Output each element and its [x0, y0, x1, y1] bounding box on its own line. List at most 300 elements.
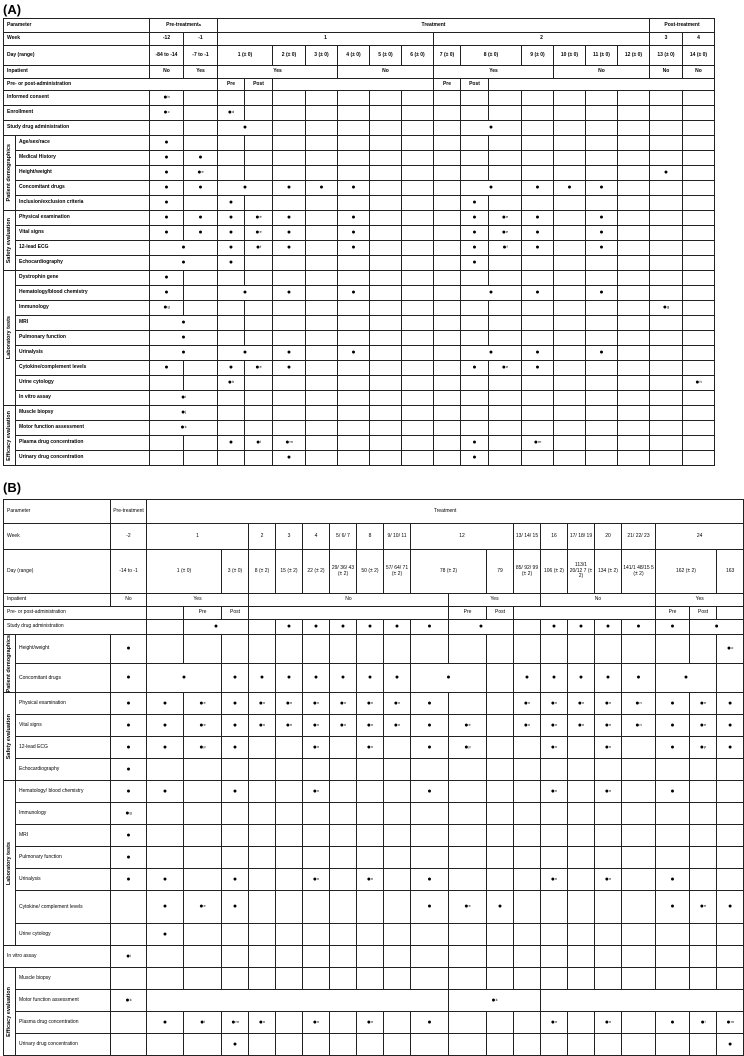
table-cell — [306, 301, 338, 316]
cell-text: No — [594, 596, 602, 603]
table-cell — [541, 803, 568, 825]
table-cell — [487, 946, 514, 968]
scheduled-mark: ● — [351, 183, 356, 191]
table-cell — [402, 391, 434, 406]
table-cell — [330, 803, 357, 825]
footnote-marker: n — [371, 875, 374, 881]
table-cell — [618, 256, 650, 271]
table-cell — [111, 869, 147, 891]
table-cell — [522, 241, 554, 256]
footnote-marker: l — [260, 438, 262, 444]
footnote-marker: n — [582, 721, 585, 727]
table-cell — [618, 46, 650, 66]
table-cell — [245, 166, 273, 181]
table-cell — [338, 226, 370, 241]
table-cell — [330, 847, 357, 869]
table-cell — [595, 550, 622, 594]
scheduled-mark: ● — [339, 721, 344, 729]
table-cell — [276, 803, 303, 825]
table-cell — [218, 286, 273, 301]
table-cell — [330, 759, 357, 781]
table-cell — [568, 737, 595, 759]
table-cell — [384, 825, 411, 847]
scheduled-mark: ● — [126, 699, 131, 707]
table-cell — [541, 825, 568, 847]
table-cell — [683, 66, 715, 79]
table-cell — [184, 136, 218, 151]
table-row — [4, 635, 744, 664]
table-cell — [184, 869, 222, 891]
table-cell — [245, 316, 273, 331]
table-cell — [449, 803, 487, 825]
cell-text: Pre — [198, 609, 207, 616]
scheduled-mark: ● — [472, 438, 477, 446]
cell-text: Physical examination — [19, 700, 66, 707]
scheduled-mark: ● — [228, 243, 234, 251]
table-cell — [384, 664, 411, 693]
table-cell — [554, 376, 586, 391]
table-cell — [554, 66, 650, 79]
table-cell — [449, 891, 487, 924]
cell-text: Motor function assessment — [19, 424, 85, 431]
table-cell — [306, 391, 338, 406]
table-cell — [357, 550, 384, 594]
table-cell — [147, 635, 184, 664]
table-cell — [487, 869, 514, 891]
scheduled-mark: ● — [199, 903, 204, 911]
table-cell — [16, 891, 111, 924]
table-cell — [370, 361, 402, 376]
scheduled-mark: ● — [164, 183, 169, 191]
table-cell — [568, 847, 595, 869]
table-cell — [434, 226, 461, 241]
scheduled-mark: ● — [700, 1018, 705, 1026]
table-cell — [245, 301, 273, 316]
footnote-marker: e — [506, 363, 509, 369]
table-cell — [522, 166, 554, 181]
table-cell — [111, 1034, 147, 1056]
table-cell — [384, 1034, 411, 1056]
table-cell — [222, 869, 249, 891]
table-cell — [586, 436, 618, 451]
table-cell — [150, 91, 184, 106]
table-cell — [434, 91, 461, 106]
table-cell — [514, 550, 541, 594]
table-cell — [303, 847, 330, 869]
table-cell — [595, 946, 622, 968]
table-cell — [618, 406, 650, 421]
cell-text: Pre- or post-administration — [7, 609, 66, 616]
table-cell — [650, 361, 683, 376]
table-cell — [306, 376, 338, 391]
table-cell — [568, 891, 595, 924]
cell-text: Inclusion/exclusion criteria — [19, 199, 84, 206]
table-cell — [568, 825, 595, 847]
table-cell — [4, 620, 147, 635]
scheduled-mark: ● — [550, 1018, 555, 1026]
cell-text: 3 — [287, 532, 291, 539]
table-row — [4, 19, 715, 33]
table-cell — [411, 869, 449, 891]
table-cell — [618, 166, 650, 181]
cell-text: Hematology/blood chemistry — [19, 289, 88, 296]
table-cell — [111, 924, 147, 946]
table-cell — [690, 620, 744, 635]
footnote-marker: n — [609, 787, 612, 793]
table-cell — [4, 524, 111, 550]
table-cell — [717, 550, 744, 594]
scheduled-mark: ● — [427, 721, 432, 729]
table-cell — [306, 121, 338, 136]
cell-text: Urinary drug concentration — [19, 454, 84, 461]
table-cell — [357, 1012, 384, 1034]
table-cell — [147, 550, 222, 594]
table-cell — [411, 620, 449, 635]
table-cell — [434, 211, 461, 226]
scheduled-mark: ● — [636, 674, 641, 682]
table-cell — [370, 376, 402, 391]
table-cell — [273, 421, 306, 436]
table-cell — [16, 286, 150, 301]
table-cell — [449, 607, 487, 620]
table-cell — [303, 620, 330, 635]
scheduled-mark: ● — [285, 438, 290, 446]
table-cell — [370, 91, 402, 106]
table-cell — [338, 106, 370, 121]
category-label — [4, 781, 16, 946]
scheduled-mark: ● — [232, 721, 238, 729]
table-cell — [16, 406, 150, 421]
scheduled-mark: ● — [340, 622, 346, 630]
table-cell — [554, 166, 586, 181]
table-cell — [402, 106, 434, 121]
table-cell — [357, 968, 384, 990]
category-label — [4, 136, 16, 211]
table-cell — [522, 421, 554, 436]
table-cell — [554, 196, 586, 211]
table-cell — [370, 286, 402, 301]
table-cell — [489, 436, 522, 451]
cell-text: Pulmonary function — [19, 854, 62, 861]
cell-text: Pre — [442, 80, 452, 87]
table-cell — [586, 106, 618, 121]
table-row — [4, 664, 744, 693]
table-cell — [461, 376, 489, 391]
table-cell — [411, 693, 449, 715]
table-cell — [276, 781, 303, 803]
table-cell — [449, 594, 541, 607]
table-cell — [249, 607, 449, 620]
table-cell — [622, 803, 656, 825]
table-cell — [514, 759, 541, 781]
table-cell — [245, 256, 273, 271]
table-cell — [184, 226, 218, 241]
table-cell — [330, 1012, 357, 1034]
table-cell — [650, 436, 683, 451]
cell-text: Yes — [695, 596, 704, 603]
cell-text: 16 — [551, 532, 557, 539]
table-cell — [514, 847, 541, 869]
scheduled-mark: ● — [535, 228, 540, 236]
table-row — [4, 241, 715, 256]
table-cell — [449, 1034, 487, 1056]
cell-text: Enrollment — [7, 109, 34, 116]
table-cell — [434, 196, 461, 211]
table-row — [4, 451, 715, 466]
cell-text: No — [382, 68, 389, 75]
table-row — [4, 391, 715, 406]
scheduled-mark: ● — [550, 699, 555, 707]
table-cell — [150, 331, 218, 346]
table-cell — [276, 664, 303, 693]
cell-text: 5/ 6/ 7 — [336, 532, 350, 539]
table-cell — [650, 19, 715, 33]
table-cell — [595, 620, 622, 635]
table-row — [4, 436, 715, 451]
table-cell — [402, 196, 434, 211]
table-cell — [16, 693, 111, 715]
scheduled-mark: ● — [339, 699, 344, 707]
scheduled-mark: ● — [164, 168, 169, 176]
scheduled-mark: ● — [501, 363, 506, 371]
table-cell — [303, 1034, 330, 1056]
category-text: Patient demographics — [5, 635, 12, 693]
footnote-marker: p — [468, 743, 471, 749]
table-cell — [489, 301, 522, 316]
table-cell — [586, 376, 618, 391]
scheduled-mark: ● — [635, 699, 640, 707]
scheduled-mark: ● — [714, 622, 719, 630]
scheduled-mark: ● — [313, 622, 319, 630]
table-cell — [618, 121, 650, 136]
table-cell — [370, 196, 402, 211]
table-cell — [586, 226, 618, 241]
table-cell — [330, 715, 357, 737]
table-row — [4, 211, 715, 226]
table-cell — [306, 226, 338, 241]
scheduled-mark: ● — [497, 903, 503, 911]
table-cell — [338, 271, 370, 286]
table-cell — [357, 847, 384, 869]
table-cell — [514, 968, 541, 990]
cell-text: 29/ 36/ 43 (± 2) — [331, 565, 355, 577]
table-cell — [522, 256, 554, 271]
table-cell — [586, 256, 618, 271]
scheduled-mark: ● — [464, 721, 469, 729]
footnote-marker: k — [184, 423, 187, 429]
scheduled-mark: ● — [551, 674, 557, 682]
table-cell — [184, 607, 222, 620]
table-row — [4, 226, 715, 241]
table-row — [4, 421, 715, 436]
scheduled-mark: ● — [199, 699, 204, 707]
scheduled-mark: ● — [604, 743, 609, 751]
scheduled-mark: ● — [312, 721, 317, 729]
table-cell — [16, 361, 150, 376]
cell-text: Yes — [196, 68, 205, 75]
table-row — [4, 376, 715, 391]
table-cell — [650, 406, 683, 421]
table-cell — [690, 825, 717, 847]
table-cell — [487, 781, 514, 803]
cell-text: 162 (± 2) — [676, 567, 696, 574]
table-cell — [522, 346, 554, 361]
scheduled-mark: ● — [162, 1018, 168, 1026]
table-cell — [622, 635, 656, 664]
footnote-marker: c — [167, 108, 170, 114]
table-row — [4, 891, 744, 924]
table-cell — [650, 196, 683, 211]
scheduled-mark: ● — [535, 363, 540, 371]
table-cell — [370, 436, 402, 451]
table-row — [4, 33, 715, 46]
table-cell — [184, 151, 218, 166]
table-cell — [370, 136, 402, 151]
table-cell — [150, 346, 218, 361]
footnote-marker: n — [609, 875, 612, 881]
table-cell — [184, 781, 222, 803]
table-cell — [656, 891, 690, 924]
scheduled-mark: ● — [599, 183, 604, 191]
cell-text: 12 (± 0) — [624, 51, 643, 58]
footnote-marker: n — [317, 875, 320, 881]
table-cell — [276, 693, 303, 715]
table-cell — [273, 241, 306, 256]
table-cell — [330, 620, 357, 635]
scheduled-mark: ● — [199, 721, 204, 729]
cell-text: 6 (± 0) — [410, 51, 425, 58]
table-cell — [245, 211, 273, 226]
cell-text: Day (range) — [7, 567, 34, 574]
cell-text: 8 (± 2) — [254, 567, 270, 574]
table-cell — [150, 226, 184, 241]
table-cell — [554, 316, 586, 331]
cell-text: Height/weight — [19, 645, 50, 652]
scheduled-mark: ● — [255, 438, 261, 446]
table-cell — [338, 361, 370, 376]
table-cell — [622, 781, 656, 803]
table-cell — [489, 391, 522, 406]
scheduled-mark: ● — [162, 903, 168, 911]
table-cell — [541, 847, 568, 869]
table-cell — [222, 924, 249, 946]
cell-text: No — [125, 596, 132, 603]
table-cell — [150, 406, 218, 421]
table-cell — [338, 421, 370, 436]
scheduled-mark: ● — [599, 243, 604, 251]
table-cell — [338, 301, 370, 316]
table-cell — [249, 620, 276, 635]
footnote-marker: a — [198, 21, 201, 27]
cell-text: Post — [253, 80, 264, 87]
table-cell — [487, 847, 514, 869]
table-cell — [586, 346, 618, 361]
table-cell — [434, 406, 461, 421]
table-cell — [184, 620, 249, 635]
table-cell — [449, 781, 487, 803]
footnote-marker: n — [609, 721, 612, 727]
table-cell — [568, 968, 595, 990]
table-cell — [150, 256, 218, 271]
table-cell — [150, 286, 184, 301]
table-cell — [514, 664, 541, 693]
table-row — [4, 46, 715, 66]
footnote-marker: e — [259, 213, 262, 219]
table-cell — [249, 825, 276, 847]
scheduled-mark: ● — [635, 721, 640, 729]
table-cell — [150, 376, 184, 391]
table-cell — [622, 524, 656, 550]
table-cell — [184, 759, 222, 781]
table-cell — [554, 436, 586, 451]
footnote-marker: e — [506, 213, 509, 219]
table-cell — [16, 781, 111, 803]
cell-text: Vital signs — [19, 722, 42, 729]
cell-text: 57/ 64/ 71 (± 2) — [385, 565, 409, 577]
table-cell — [111, 803, 147, 825]
scheduled-mark: ● — [285, 721, 290, 729]
footnote-marker: n — [344, 721, 347, 727]
table-cell — [656, 607, 690, 620]
table-cell — [622, 968, 656, 990]
table-cell — [541, 635, 568, 664]
table-cell — [434, 376, 461, 391]
table-cell — [111, 693, 147, 715]
table-cell — [690, 693, 717, 715]
table-cell — [717, 924, 744, 946]
table-cell — [4, 594, 111, 607]
cell-text: 4 — [314, 532, 318, 539]
table-cell — [111, 550, 147, 594]
table-cell — [656, 946, 690, 968]
table-cell — [586, 46, 618, 66]
table-cell — [411, 968, 449, 990]
scheduled-mark: ● — [394, 674, 400, 682]
table-cell — [273, 361, 306, 376]
scheduled-mark: ● — [312, 787, 317, 795]
table-cell — [449, 635, 487, 664]
table-cell — [184, 286, 218, 301]
table-cell — [522, 136, 554, 151]
table-cell — [218, 79, 245, 91]
cell-text: 141/1 48/15 5 (± 2) — [623, 565, 654, 577]
table-cell — [522, 391, 554, 406]
table-cell — [568, 946, 595, 968]
table-cell — [683, 33, 715, 46]
scheduled-mark: ● — [181, 674, 187, 682]
table-cell — [690, 715, 717, 737]
scheduled-mark: ● — [367, 622, 373, 630]
scheduled-mark: ● — [502, 243, 507, 251]
table-cell — [449, 825, 487, 847]
table-cell — [184, 451, 218, 466]
table-cell — [16, 226, 150, 241]
table-cell — [461, 121, 522, 136]
table-cell — [249, 968, 276, 990]
table-cell — [245, 436, 273, 451]
table-cell — [245, 241, 273, 256]
scheduled-mark: ● — [164, 288, 169, 296]
cell-text: Treatment — [421, 21, 446, 28]
table-cell — [222, 781, 249, 803]
table-cell — [586, 166, 618, 181]
table-cell — [554, 406, 586, 421]
table-cell — [273, 256, 306, 271]
table-cell — [370, 331, 402, 346]
table-cell — [618, 376, 650, 391]
cell-text: 79 — [497, 567, 503, 574]
table-cell — [306, 106, 338, 121]
